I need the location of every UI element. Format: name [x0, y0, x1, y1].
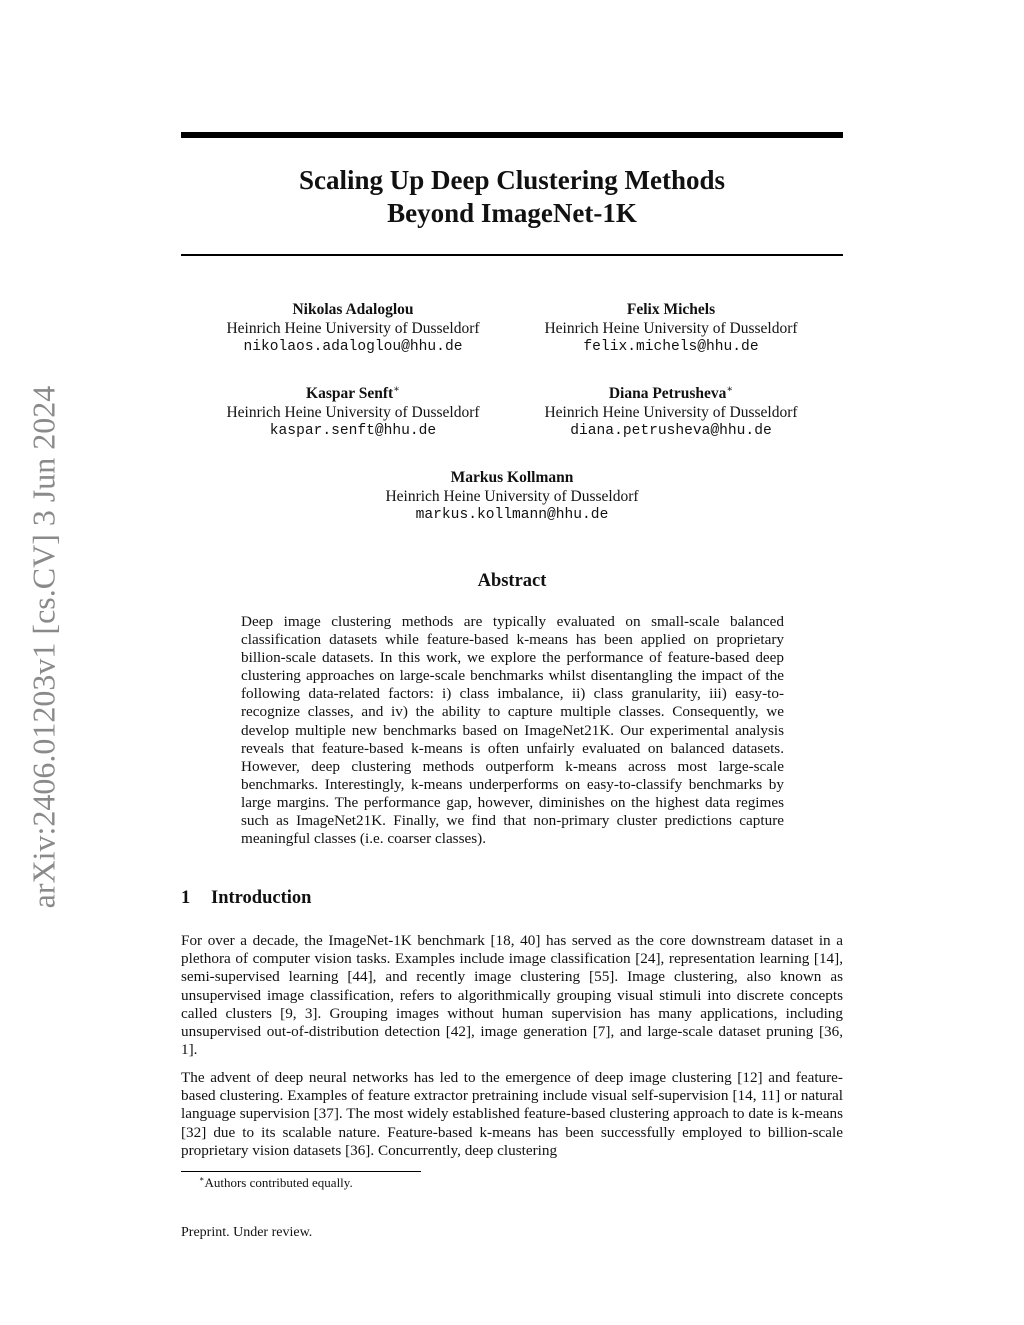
author-block	[203, 301, 503, 357]
author-name: Felix Michels	[626, 301, 716, 318]
abstract-text: Deep image clustering methods are typically evaluated on small-scale balanced classification datasets while feature-based k-means has been applied on proprietary billion-scale datasets. In this work, we explore the performance of feature-based deep clustering approaches on large-scale benchmarks whilst disentangling the impact of the following data-related factors: i) class imbalance, ii) class granularity, iii) easy-to-recognize classes, and iv) the ability to capture multiple classes. Consequently, we develop multiple new benchmarks based on ImageNet21K. Our experimental analysis reveals that feature-based k-means is often unfairly evaluated on balanced datasets. However, deep clustering methods outperform k-means across most large-scale benchmarks. Interestingly, k-means underperforms on easy-to-classify benchmarks by large margins. The performance gap, however, diminishes on the highest data regimes such as ImageNet21K. Finally, we find that non-primary cluster predictions capture meaningful classes (i.e. coarser classes).	[241, 613, 784, 848]
author-email[interactable]: diana.petrusheva@hhu.de	[570, 423, 772, 440]
author-affiliation: Heinrich Heine University of Dusseldorf	[226, 319, 480, 337]
title-bottom-rule	[181, 254, 843, 256]
abstract-heading: Abstract	[477, 571, 547, 591]
author-email[interactable]: nikolaos.adaloglou@hhu.de	[243, 339, 463, 356]
author-name: Nikolas Adaloglou	[292, 301, 414, 318]
section-heading	[181, 888, 311, 909]
author-name: Diana Petrusheva∗	[608, 383, 734, 402]
footnote-rule	[181, 1171, 421, 1172]
author-affiliation: Heinrich Heine University of Dusseldorf	[385, 487, 639, 505]
arxiv-stamp: arXiv:2406.01203v1 [cs.CV] 3 Jun 2024	[25, 385, 62, 909]
intro-paragraph: For over a decade, the ImageNet-1K benchmark [18, 40] has served as the core downstream dataset in a plethora of computer vision tasks. Examples include image classification [24], representation learning [14], semi-supervised learning [44], and recently image clustering [55]. Image clustering, also known as unsupervised image classification, refers to algorithmically grouping visual stimuli into discrete concepts called clusters [9, 3]. Grouping images without human supervision has many applications, including unsupervised out-of-distribution detection [42], image generation [7], and large-scale dataset pruning [36, 1].	[181, 932, 843, 1059]
author-affiliation: Heinrich Heine University of Dusseldorf	[544, 403, 798, 421]
author-email[interactable]: kaspar.senft@hhu.de	[269, 423, 437, 440]
intro-paragraph: The advent of deep neural networks has led to the emergence of deep image clustering [12] and feature-based clustering. Examples of feature extractor pretraining include visual self-supervision [14, 11] or natural language supervision [37]. The most widely established feature-based clustering approach to date is k-means [32] due to its scalable nature. Feature-based k-means has been successfully employed to billion-scale proprietary vision datasets [36]. Concurrently, deep clustering	[181, 1069, 843, 1159]
author-block	[203, 385, 503, 441]
author-affiliation: Heinrich Heine University of Dusseldorf	[544, 319, 798, 337]
author-email[interactable]: markus.kollmann@hhu.de	[415, 507, 609, 524]
author-name: Markus Kollmann	[450, 469, 574, 486]
section-number: 1	[181, 888, 191, 908]
author-block	[521, 385, 821, 441]
author-email[interactable]: felix.michels@hhu.de	[583, 339, 759, 356]
title-top-rule	[181, 132, 843, 138]
author-name: Kaspar Senft∗	[306, 383, 400, 402]
section-title: Introduction	[211, 888, 312, 908]
preprint-footer: Preprint. Under review.	[181, 1225, 313, 1240]
author-block	[521, 301, 821, 357]
footnote: ∗Authors contributed equally.	[199, 1174, 353, 1190]
author-affiliation: Heinrich Heine University of Dusseldorf	[226, 403, 480, 421]
title-line-1: Scaling Up Deep Clustering Methods	[298, 165, 725, 195]
title-line-2: Beyond ImageNet-1K	[387, 198, 637, 228]
paper-title	[181, 164, 843, 230]
author-block	[362, 469, 662, 525]
